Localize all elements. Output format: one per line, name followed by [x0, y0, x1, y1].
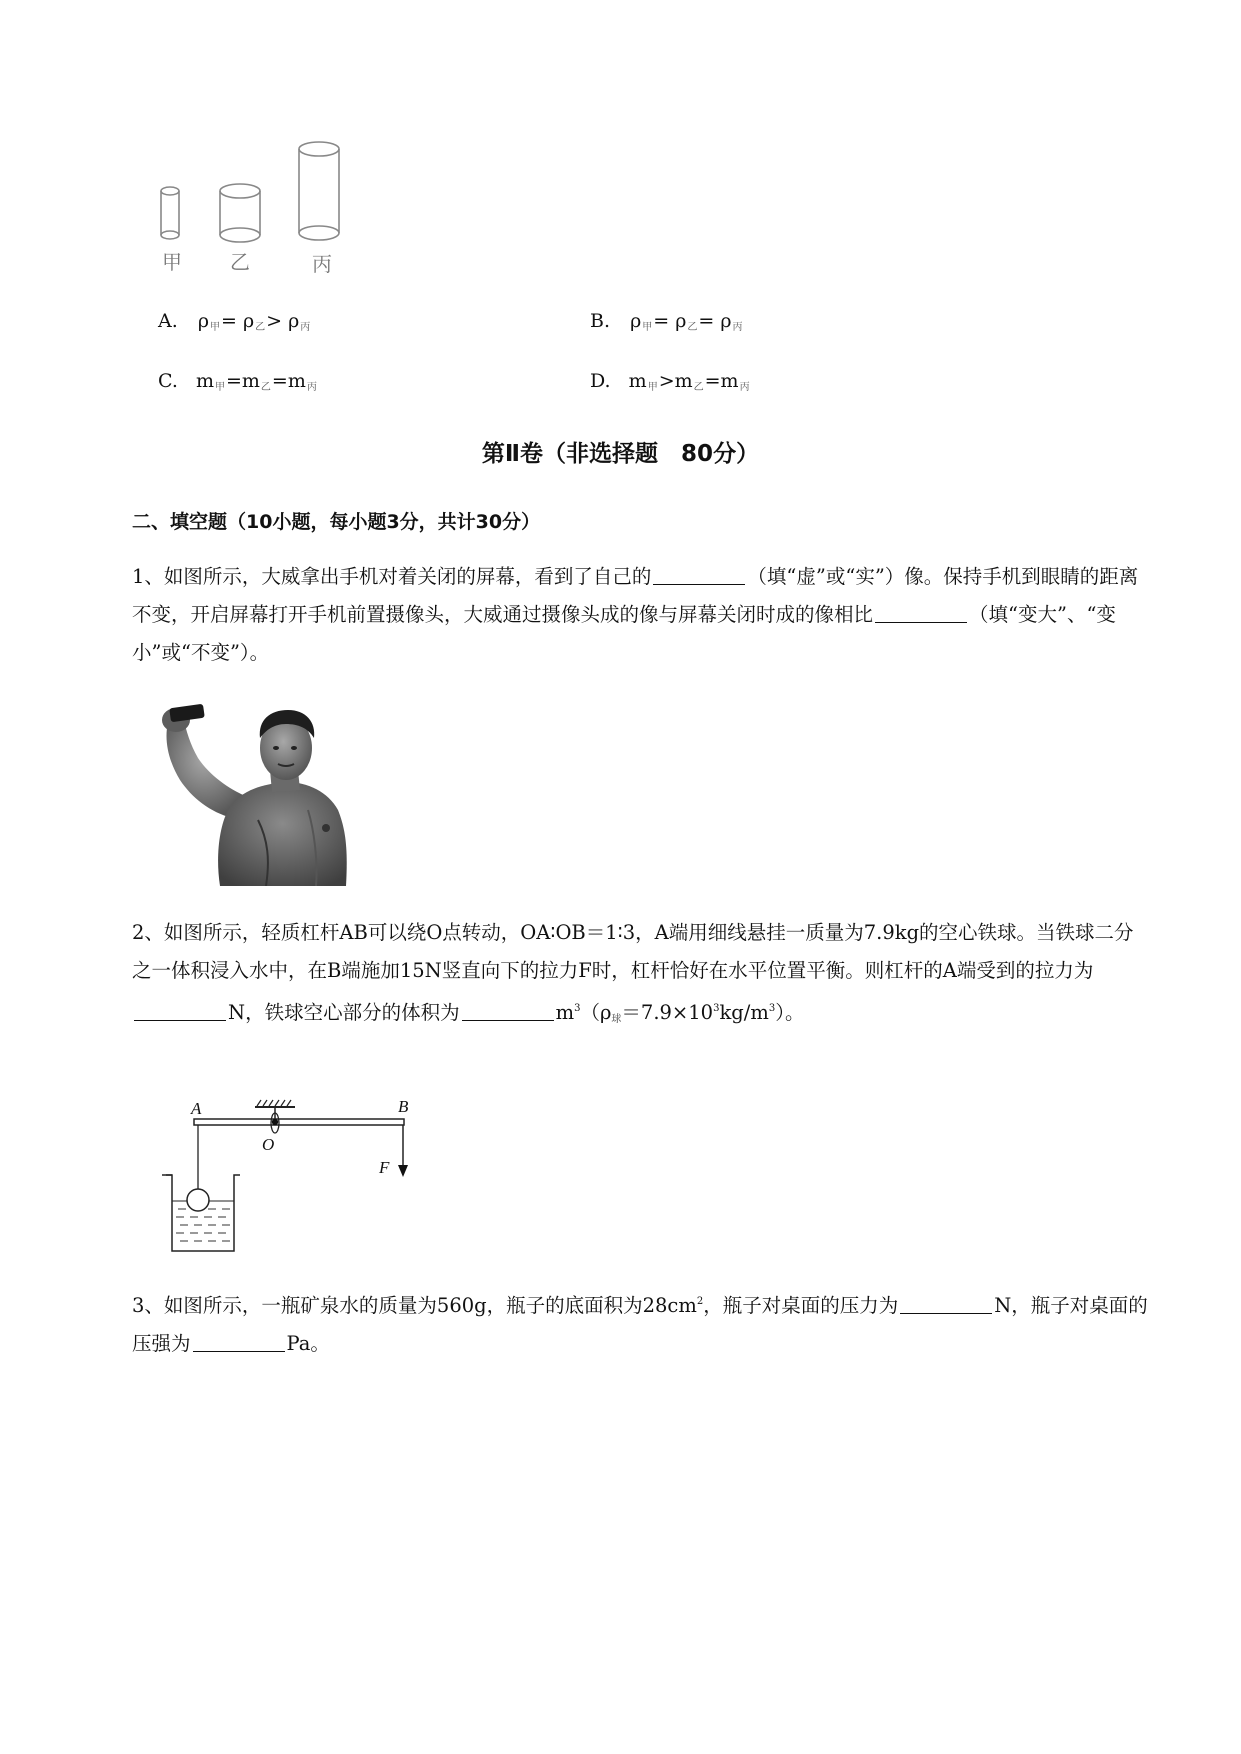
- option-subscript: 甲: [642, 322, 653, 333]
- option-subscript: 甲: [214, 382, 225, 393]
- q3-text-3: N，瓶子对桌面的压强为: [132, 1294, 1148, 1355]
- q1-text-3: （填“变大”、“变小”或“不变”）。: [132, 603, 1116, 664]
- option-subscript: 乙: [693, 382, 704, 393]
- q2-text-4: ＝7.9×10: [621, 1001, 714, 1024]
- q1-text-1: 1、如图所示，大威拿出手机对着关闭的屏幕，看到了自己的: [132, 565, 652, 588]
- q3-blank-1[interactable]: [900, 1293, 992, 1314]
- option-a-text: [198, 310, 311, 332]
- option-symbol: = ρ: [653, 310, 687, 332]
- q2-unit-m: m: [555, 1001, 575, 1024]
- option-subscript: 丙: [300, 322, 311, 333]
- section-title: 第Ⅱ卷（非选择题 80分）: [481, 441, 760, 467]
- option-symbol: >m: [658, 370, 693, 392]
- option-b-text: [630, 310, 743, 332]
- option-symbol: m: [195, 370, 214, 392]
- q2-text-3: （ρ: [580, 1001, 612, 1024]
- lever-label-a: A: [191, 1099, 202, 1118]
- option-letter: C.: [158, 370, 178, 392]
- option-symbol: ρ: [630, 310, 642, 332]
- option-symbol: > ρ: [266, 310, 300, 332]
- option-symbol: = ρ: [698, 310, 732, 332]
- q3-sup-2: 2: [696, 1296, 704, 1307]
- option-symbol: =m: [225, 370, 260, 392]
- lever-label-f: F: [379, 1158, 390, 1177]
- cylinder-label-jia: 甲: [162, 250, 182, 274]
- q2-blank-2[interactable]: [462, 1000, 554, 1021]
- q3-text-2: ，瓶子对桌面的压力为: [703, 1294, 899, 1317]
- q2-blank-1[interactable]: [134, 1000, 226, 1021]
- cylinder-label-yi: 乙: [230, 250, 250, 274]
- question-3: [132, 1283, 1148, 1363]
- cylinders-figure: [155, 135, 395, 285]
- option-subscript: 乙: [255, 322, 266, 333]
- q2-text-5: kg/m: [719, 1001, 769, 1024]
- lever-label-b: B: [398, 1097, 409, 1116]
- q1-blank-2[interactable]: [875, 602, 967, 623]
- section-subtitle: 二、填空题（10小题，每小题3分，共计30分）: [132, 511, 541, 533]
- q2-text-1: 2、如图所示，轻质杠杆AB可以绕O点转动，OA∶OB＝1∶3，A端用细线悬挂一质量为7.9kg的空心铁球。当铁球二分之一体积浸入水中，在B端施加15N竖直向下的拉力F时，杠杆恰好在水平位置平衡。则杠杆的A端受到的拉力为: [132, 921, 1134, 982]
- option-subscript: 丙: [306, 382, 317, 393]
- q2-sup-3: 3: [574, 1003, 581, 1014]
- q2-sup-3c: 3: [768, 1003, 776, 1014]
- option-d-text: [629, 370, 751, 392]
- cylinder-label-bing: 丙: [312, 252, 332, 276]
- option-subscript: 丙: [732, 322, 743, 333]
- option-a[interactable]: [158, 310, 311, 333]
- q2-sup-3b: 3: [713, 1003, 720, 1014]
- option-symbol: ρ: [197, 310, 209, 332]
- option-symbol: =m: [704, 370, 739, 392]
- q1-blank-1[interactable]: [653, 564, 745, 585]
- lever-figure: [160, 1095, 430, 1265]
- option-subscript: 甲: [209, 322, 220, 333]
- lever-label-o: O: [262, 1135, 275, 1154]
- question-1: [132, 558, 1148, 672]
- option-subscript: 甲: [647, 382, 658, 393]
- option-subscript: 乙: [687, 322, 698, 333]
- option-subscript: 乙: [260, 382, 271, 393]
- option-symbol: =m: [271, 370, 306, 392]
- option-letter: B.: [590, 310, 611, 332]
- option-c-text: [196, 370, 318, 392]
- q2-text-2: N，铁球空心部分的体积为: [228, 1001, 460, 1024]
- option-d[interactable]: [590, 370, 751, 393]
- option-b[interactable]: [590, 310, 744, 333]
- q3-text-1: 3、如图所示，一瓶矿泉水的质量为560g，瓶子的底面积为28cm: [132, 1294, 697, 1317]
- option-subscript: 丙: [739, 382, 750, 393]
- q3-blank-2[interactable]: [193, 1331, 285, 1352]
- option-letter: A.: [158, 310, 178, 332]
- q2-sub-ball: 球: [611, 1014, 622, 1025]
- option-c[interactable]: [158, 370, 318, 393]
- option-symbol: = ρ: [220, 310, 255, 332]
- question-2: [132, 914, 1148, 1039]
- q2-text-6: ）。: [775, 1001, 805, 1024]
- option-letter: D.: [590, 370, 611, 392]
- option-symbol: m: [628, 370, 647, 392]
- q3-text-4: Pa。: [286, 1332, 330, 1355]
- selfie-photo: [158, 700, 348, 886]
- q1-text-2: （填“虚”或“实”）像。保持手机到眼睛的距离不变，开启屏幕打开手机前置摄像头，大威通过摄像头成的像与屏幕关闭时成的像相比: [132, 565, 1139, 626]
